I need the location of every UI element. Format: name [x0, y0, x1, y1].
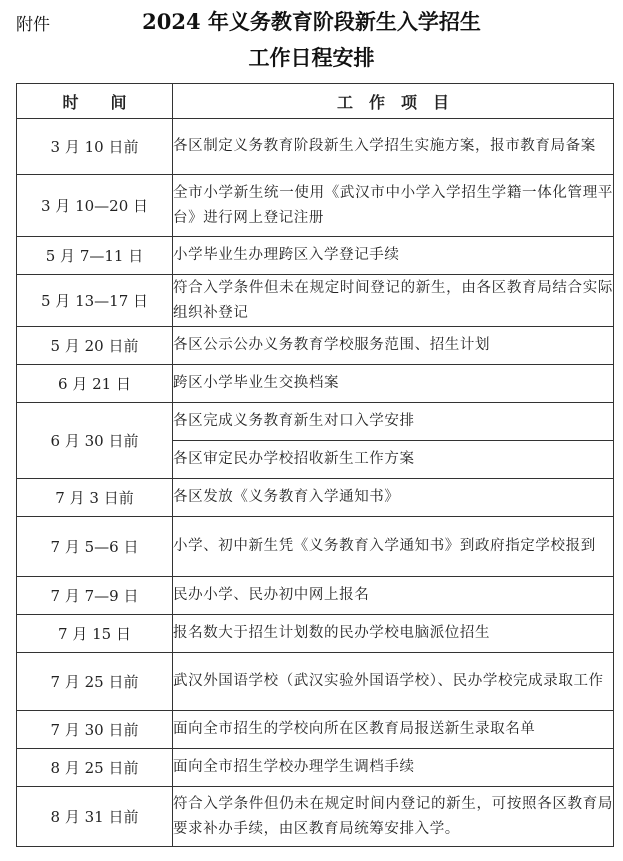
- table-row: [17, 237, 614, 275]
- row-time: 7 月 15 日: [17, 615, 173, 653]
- table-row: [17, 749, 614, 787]
- table-row: [17, 517, 614, 577]
- row-item: 全市小学新生统一使用《武汉市中小学入学招生学籍一体化管理平台》进行网上登记注册: [173, 175, 614, 237]
- row-time: 6 月 21 日: [17, 365, 173, 403]
- row-item: 各区审定民办学校招收新生工作方案: [173, 441, 614, 479]
- table-row: [17, 175, 614, 237]
- row-item: 各区制定义务教育阶段新生入学招生实施方案，报市教育局备案: [173, 119, 614, 175]
- table-row: [17, 711, 614, 749]
- row-time: 5 月 7—11 日: [17, 237, 173, 275]
- row-time: 6 月 30 日前: [17, 403, 173, 479]
- schedule-body: [17, 119, 614, 847]
- document-title-line-1: 2024 年义务教育阶段新生入学招生: [142, 9, 481, 34]
- row-time: 5 月 13—17 日: [17, 275, 173, 327]
- row-time: 3 月 10—20 日: [17, 175, 173, 237]
- table-row: [17, 577, 614, 615]
- row-time: 8 月 31 日前: [17, 787, 173, 847]
- row-item: 面向全市招生的学校向所在区教育局报送新生录取名单: [173, 711, 614, 749]
- row-time: 3 月 10 日前: [17, 119, 173, 175]
- table-row: [17, 327, 614, 365]
- table-header-row: [17, 84, 614, 119]
- table-row: [17, 787, 614, 847]
- row-time: 7 月 25 日前: [17, 653, 173, 711]
- table-row: [17, 479, 614, 517]
- row-item: 符合入学条件但仍未在规定时间内登记的新生，可按照各区教育局要求补办手续，由区教育局统筹安排入学。: [173, 787, 614, 847]
- row-time: 7 月 5—6 日: [17, 517, 173, 577]
- row-item: 符合入学条件但未在规定时间登记的新生，由各区教育局结合实际组织补登记: [173, 275, 614, 327]
- row-item: 报名数大于招生计划数的民办学校电脑派位招生: [173, 615, 614, 653]
- table-row: [17, 365, 614, 403]
- table-row: [17, 653, 614, 711]
- row-time: 5 月 20 日前: [17, 327, 173, 365]
- table-row: [17, 403, 614, 441]
- row-item: 跨区小学毕业生交换档案: [173, 365, 614, 403]
- table-row: [17, 275, 614, 327]
- row-item: 面向全市招生学校办理学生调档手续: [173, 749, 614, 787]
- document-title-line-2: 工作日程安排: [248, 45, 375, 70]
- row-item: 武汉外国语学校（武汉实验外国语学校）、民办学校完成录取工作: [173, 653, 614, 711]
- row-item: 各区公示公办义务教育学校服务范围、招生计划: [173, 327, 614, 365]
- row-item: 各区完成义务教育新生对口入学安排: [173, 403, 614, 441]
- header-time: 时 间: [17, 84, 173, 119]
- row-item: 民办小学、民办初中网上报名: [173, 577, 614, 615]
- row-time: 8 月 25 日前: [17, 749, 173, 787]
- schedule-table: [16, 83, 614, 847]
- row-item: 各区发放《义务教育入学通知书》: [173, 479, 614, 517]
- attachment-label: 附件: [16, 15, 50, 35]
- row-time: 7 月 7—9 日: [17, 577, 173, 615]
- table-row: [17, 615, 614, 653]
- row-time: 7 月 3 日前: [17, 479, 173, 517]
- row-item: 小学毕业生办理跨区入学登记手续: [173, 237, 614, 275]
- table-row: [17, 119, 614, 175]
- header-item: 工 作 项 目: [173, 84, 614, 119]
- row-time: 7 月 30 日前: [17, 711, 173, 749]
- row-item: 小学、初中新生凭《义务教育入学通知书》到政府指定学校报到: [173, 517, 614, 577]
